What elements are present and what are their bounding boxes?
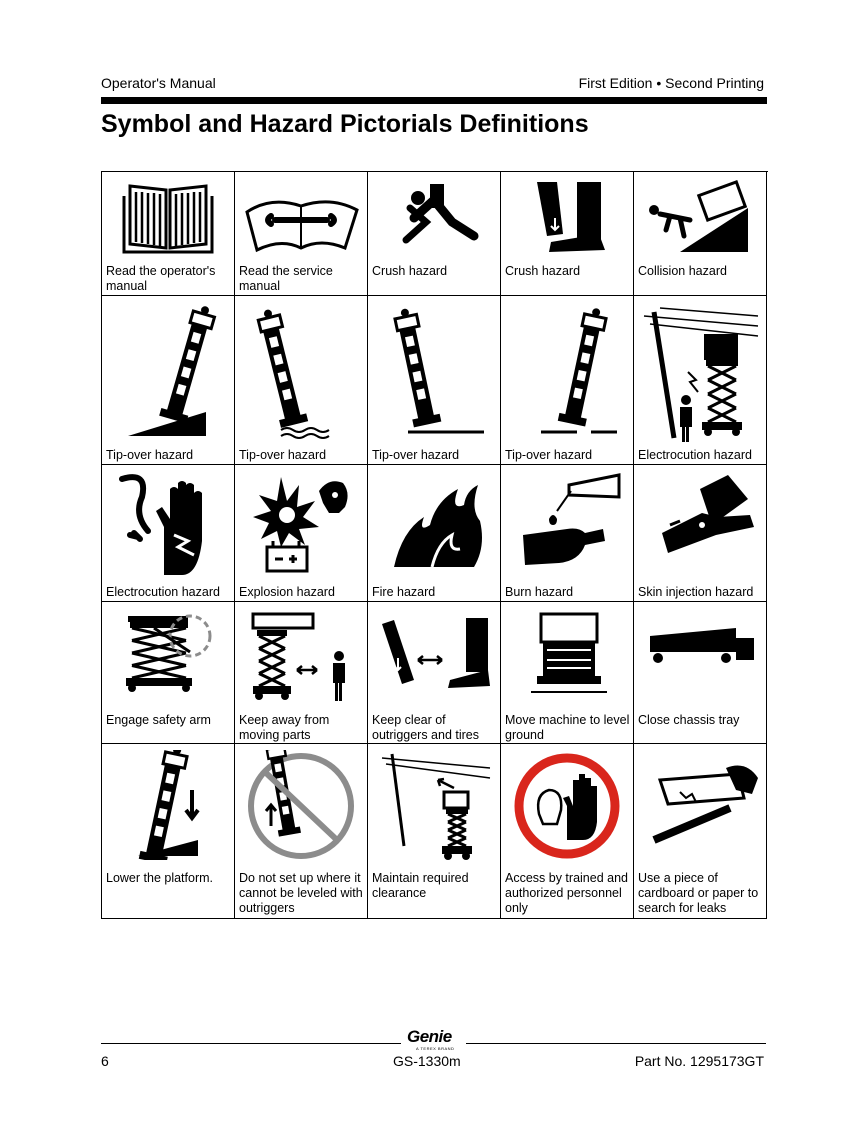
pictorial-caption: Keep away from moving parts (239, 713, 330, 742)
grid-row (102, 744, 768, 919)
tip-over-wind-icon (374, 302, 494, 442)
page-number: 6 (101, 1053, 109, 1069)
level-ground-icon (507, 608, 627, 704)
crush-hazard-icon (374, 178, 494, 256)
moving-parts-icon (241, 608, 361, 704)
pictorial-grid (101, 171, 768, 919)
pictorial-cell (235, 744, 368, 919)
skin-injection-icon (640, 471, 760, 579)
pictorial-cell (501, 602, 634, 744)
logo-tagline: A TEREX BRAND (416, 1046, 455, 1051)
pictorial-cell (235, 465, 368, 602)
pictorial-caption: Access by trained and authorized personnel only (505, 871, 628, 915)
explosion-hazard-icon (241, 471, 361, 579)
pictorial-caption: Do not set up where it cannot be leveled with outriggers (239, 871, 363, 915)
service-manual-icon (241, 178, 361, 256)
pictorial-caption: Engage safety arm (106, 713, 211, 727)
pictorial-caption: Electrocution hazard (638, 448, 752, 462)
pictorial-cell (235, 172, 368, 296)
pictorial-caption: Collision hazard (638, 264, 727, 278)
page-title: Symbol and Hazard Pictorials Definitions (101, 110, 589, 138)
pictorial-cell (501, 296, 634, 465)
burn-hazard-icon (507, 471, 627, 579)
pictorial-cell (102, 602, 235, 744)
fire-hazard-icon (374, 471, 494, 579)
footer-rule-right (466, 1043, 766, 1044)
pictorial-caption: Tip-over hazard (372, 448, 460, 462)
outriggers-tires-icon (374, 608, 494, 704)
pictorial-cell (501, 744, 634, 919)
pictorial-cell (634, 602, 767, 744)
pictorial-caption: Move machine to level ground (505, 713, 630, 742)
genie-logo: Genie (407, 1027, 452, 1046)
pictorial-caption: Electrocution hazard (106, 585, 220, 599)
model-number: GS-1330m (393, 1053, 461, 1069)
pictorial-caption: Keep clear of outriggers and tires (372, 713, 480, 742)
pictorial-caption: Fire hazard (372, 585, 436, 599)
part-number: Part No. 1295173GT (634, 1053, 764, 1069)
pictorial-cell (235, 602, 368, 744)
pictorial-caption: Read the operator's manual (106, 264, 216, 293)
pictorial-caption: Lower the platform. (106, 871, 213, 885)
lower-platform-icon (108, 750, 228, 860)
pictorial-caption: Tip-over hazard (106, 448, 194, 462)
tip-over-slope-icon (108, 302, 228, 442)
pictorial-caption: Close chassis tray (638, 713, 740, 727)
pictorial-caption: Explosion hazard (239, 585, 335, 599)
pictorial-cell (634, 465, 767, 602)
pictorial-caption: Skin injection hazard (638, 585, 754, 599)
no-setup-icon (241, 750, 361, 860)
pictorial-cell (368, 296, 501, 465)
pictorial-cell (102, 465, 235, 602)
header-title: Operator's Manual (101, 75, 216, 91)
safety-arm-icon (108, 608, 228, 704)
header-edition: First Edition • Second Printing (578, 75, 764, 91)
electrocution-hand-icon (108, 471, 228, 579)
pictorial-cell (102, 172, 235, 296)
pictorial-caption: Tip-over hazard (239, 448, 327, 462)
grid-row (102, 172, 768, 296)
chassis-tray-icon (640, 608, 760, 704)
pictorial-caption: Maintain required clearance (372, 871, 469, 900)
header-rule (101, 97, 767, 104)
tip-over-hole-icon (507, 302, 627, 442)
collision-hazard-icon (640, 178, 760, 256)
pictorial-cell (501, 172, 634, 296)
pictorial-cell (634, 744, 767, 919)
pictorial-caption: Crush hazard (505, 264, 581, 278)
electrocution-lines-icon (640, 302, 760, 442)
clearance-icon (374, 750, 494, 860)
pictorial-cell (368, 602, 501, 744)
grid-row (102, 465, 768, 602)
pictorial-cell (102, 744, 235, 919)
leak-search-icon (640, 750, 760, 860)
pictorial-cell (634, 296, 767, 465)
pictorial-caption: Burn hazard (505, 585, 574, 599)
foot-crush-icon (507, 178, 627, 256)
pictorial-cell (368, 172, 501, 296)
footer-rule-left (101, 1043, 401, 1044)
pictorial-cell (368, 744, 501, 919)
pictorial-cell (368, 465, 501, 602)
pictorial-cell (102, 296, 235, 465)
pictorial-caption: Use a piece of cardboard or paper to search for leaks (638, 871, 759, 915)
tip-over-water-icon (241, 302, 361, 442)
pictorial-cell (501, 465, 634, 602)
grid-row (102, 602, 768, 744)
pictorial-cell (634, 172, 767, 296)
grid-row (102, 296, 768, 465)
read-manual-icon (108, 178, 228, 256)
authorized-personnel-icon (507, 750, 627, 860)
pictorial-cell (235, 296, 368, 465)
pictorial-caption: Crush hazard (372, 264, 448, 278)
pictorial-caption: Tip-over hazard (505, 448, 593, 462)
pictorial-caption: Read the service manual (239, 264, 333, 293)
